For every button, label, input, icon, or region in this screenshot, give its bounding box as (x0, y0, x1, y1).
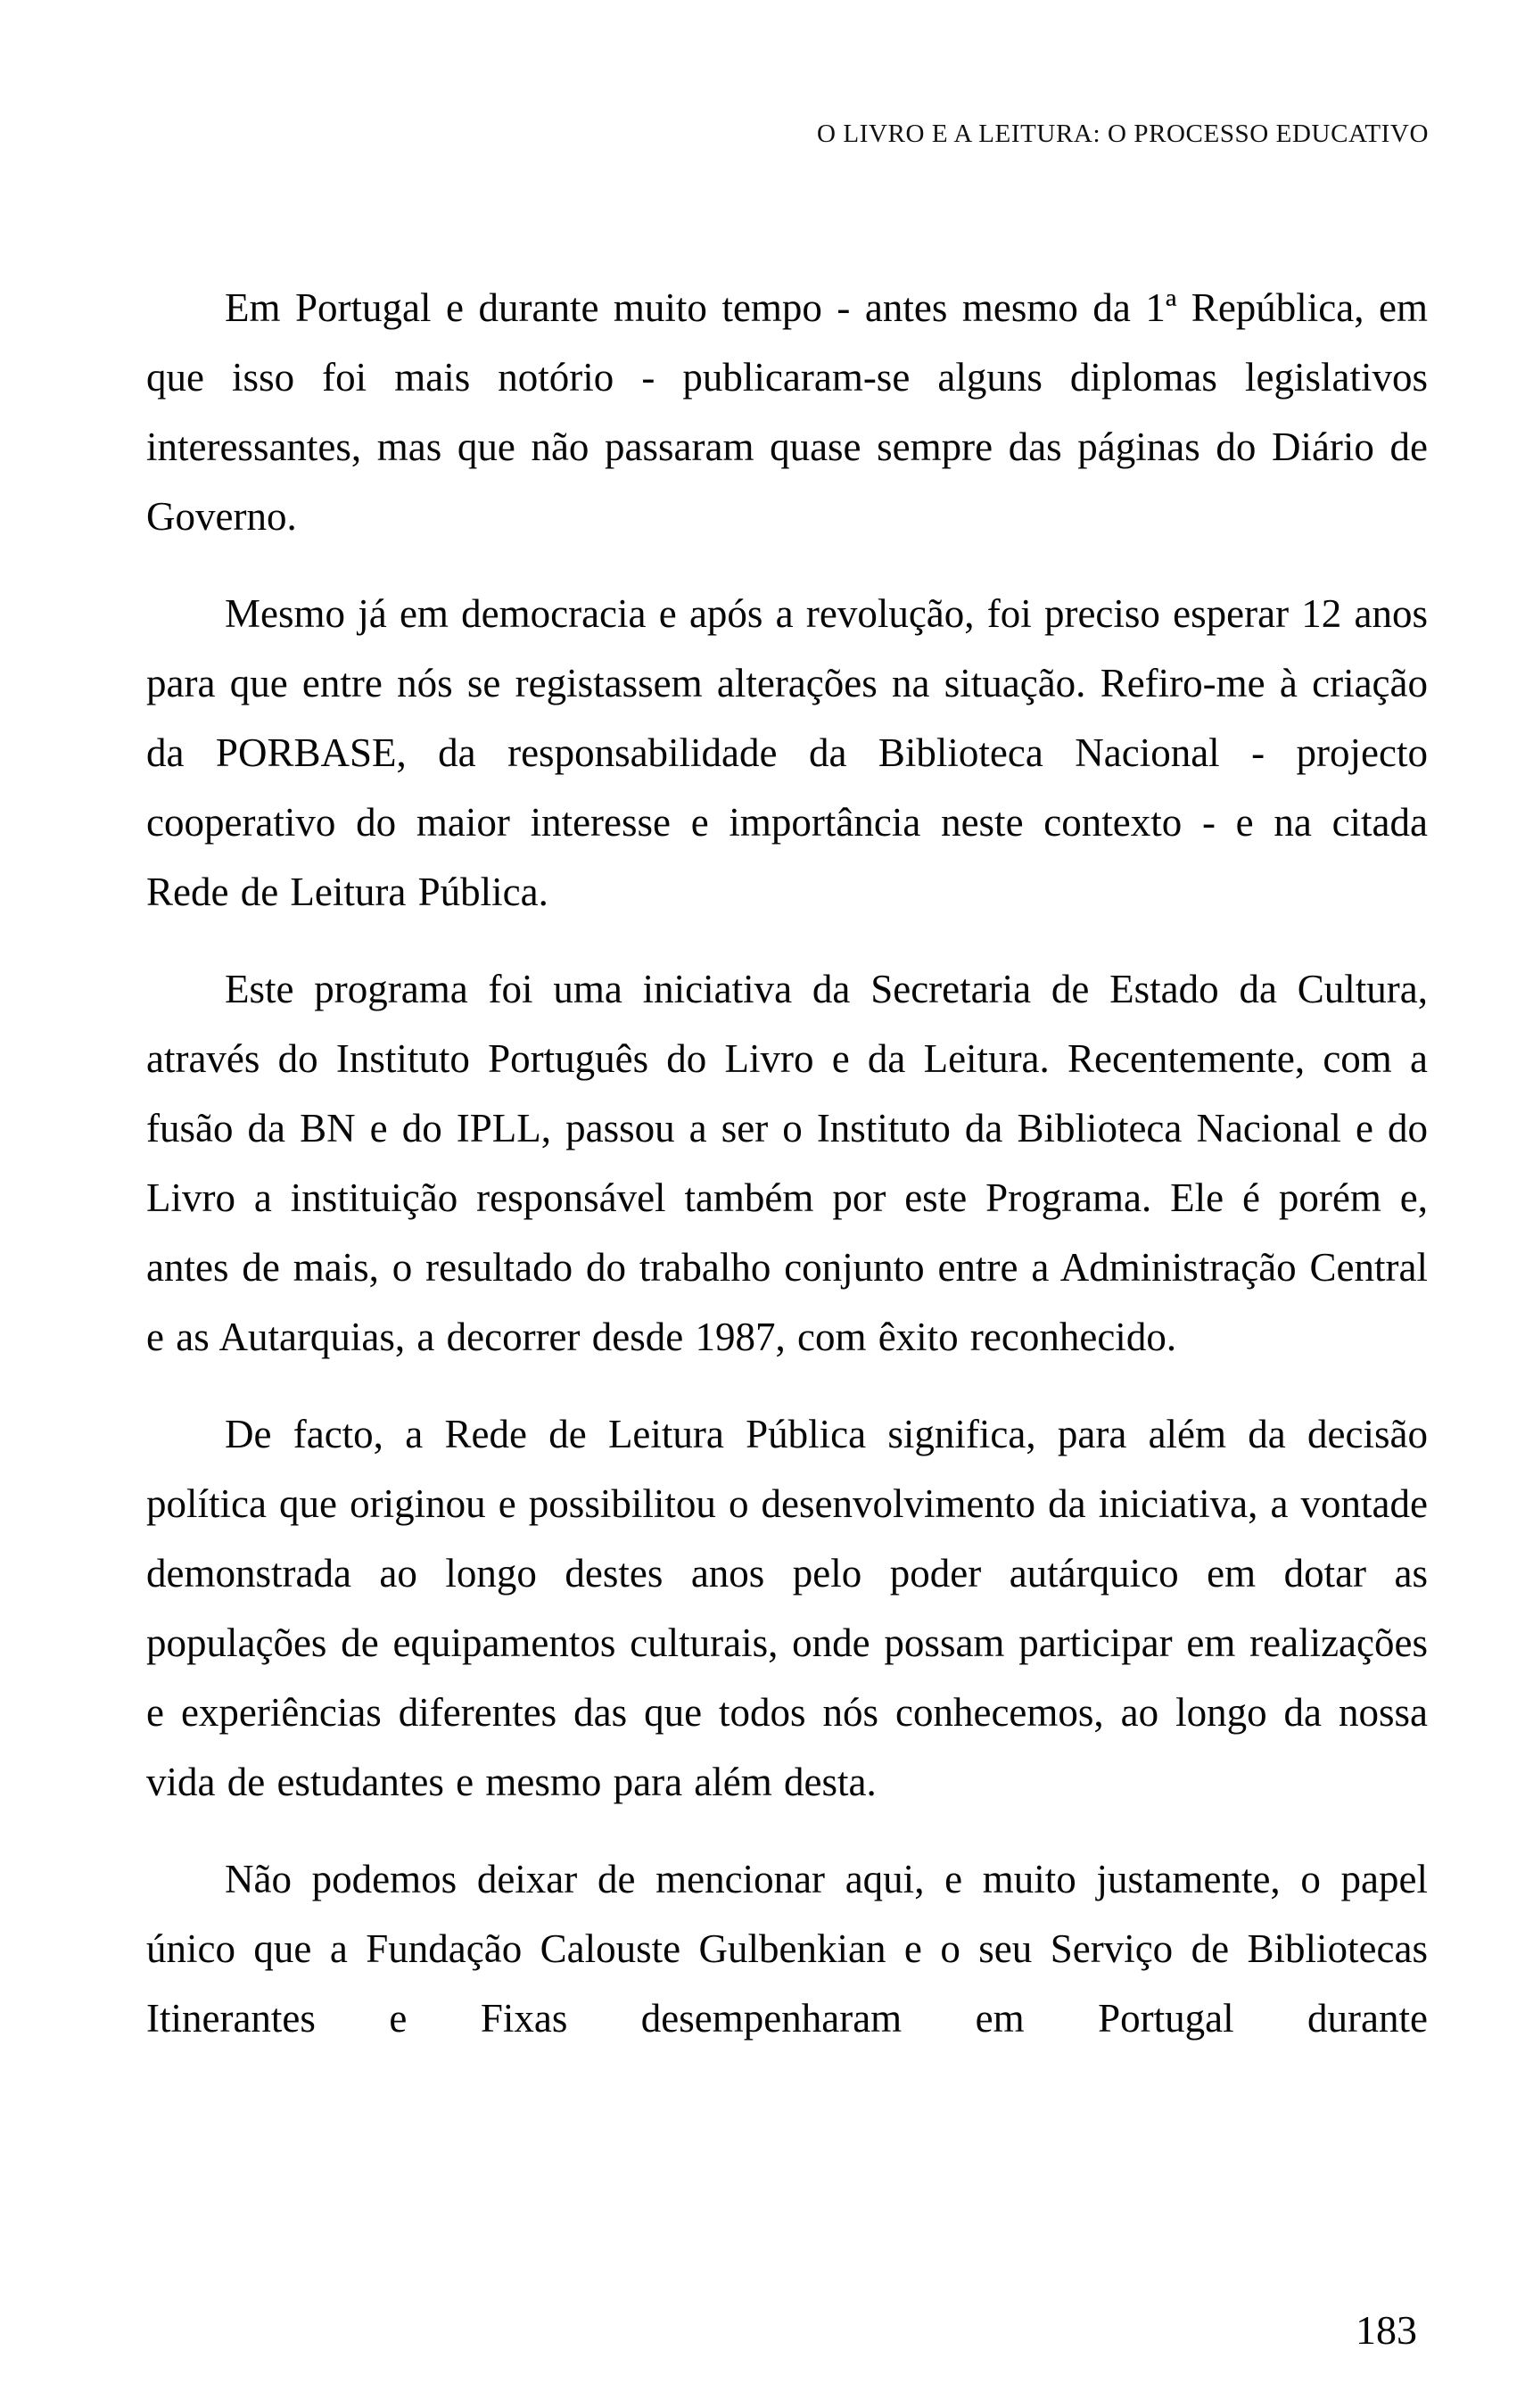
paragraph: De facto, a Rede de Leitura Pública significa, para além da decisão política que originou e possibilitou o desenvolvimento da iniciativa, a vontade demonstrada ao longo destes anos pelo poder autárquico em dotar as populações de equipamentos culturais, onde possam participar em realizações e experiências diferentes das que todos nós conhecemos, ao longo da nossa vida de estudantes e mesmo para além desta. (146, 1412, 1428, 1804)
paragraph: Este programa foi uma iniciativa da Secretaria de Estado da Cultura, através do Instituto Português do Livro e da Leitura. Recentemente, com a fusão da BN e do IPLL, passou a ser o Instituto da Biblioteca Nacional e do Livro a instituição responsável também por este Programa. Ele é porém e, antes de mais, o resultado do trabalho conjunto entre a Administração Central e as Autarquias, a decorrer desde 1987, com êxito reconhecido. (146, 967, 1428, 1359)
paragraph: Não podemos deixar de mencionar aqui, e muito justamente, o papel único que a Fundação Calouste Gulbenkian e o seu Serviço de Bibliotecas Itinerantes e Fixas desempenharam em Portugal durante (146, 1857, 1428, 2041)
paragraph: Em Portugal e durante muito tempo - antes mesmo da 1ª República, em que isso foi mais notório - publicaram-se alguns diplomas legislativos interessantes, mas que não passaram quase sempre das páginas do Diário de Governo. (146, 285, 1428, 539)
paragraph: Mesmo já em democracia e após a revolução, foi preciso esperar 12 anos para que entre nós se registassem alterações na situação. Refiro-me à criação da PORBASE, da responsabilidade da Biblioteca Nacional - projecto cooperativo do maior interesse e importância neste contexto - e na citada Rede de Leitura Pública. (146, 591, 1428, 914)
running-header: O LIVRO E A LEITURA: O PROCESSO EDUCATIVO (817, 120, 1429, 148)
page-number: 183 (1356, 2307, 1417, 2353)
body-text (146, 273, 1428, 2053)
